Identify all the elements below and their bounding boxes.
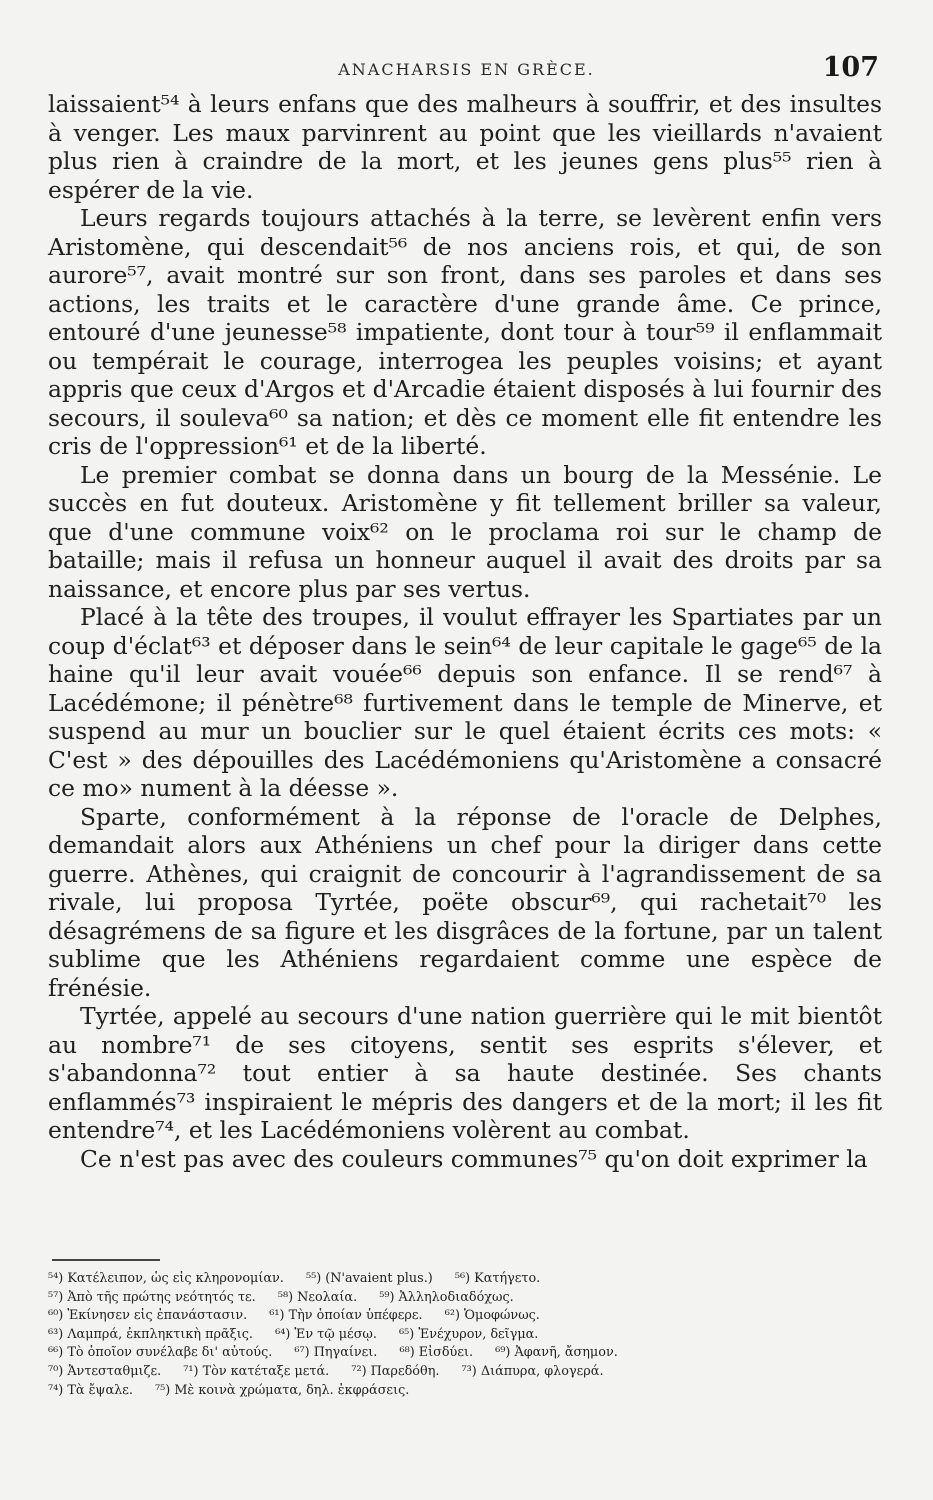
page-header [48,52,885,88]
footnote: ⁵⁵) (N'avaient plus.) [305,1271,433,1286]
paragraph: Sparte, conformément à la réponse de l'oracle de Delphes, demandait alors aux Athéniens un chef pour la diriger dans cette guerre. Athènes, qui craignit de concourir à l'agrandissement de sa rivale, lui proposa Tyrtée, poëte obscur⁶⁹, qui rachetait⁷⁰ les désagrémens de sa figure et les disgrâces de la fortune, par un talent sublime que les Athéniens regardaient comme une espèce de frénésie. [48,802,882,1002]
footnote: ⁶³) Λαμπρά, ἐκπληκτικὴ πρᾶξις. [48,1326,253,1342]
footnote-line [48,1326,882,1345]
footnote-line [48,1307,882,1326]
footnote: ⁶⁸) Εἰσδύει. [399,1345,474,1361]
footnote-divider [52,1259,160,1261]
footnote: ⁶⁹) Ἀφανῆ, ἄσημον. [495,1345,618,1361]
paragraph: Ce n'est pas avec des couleurs communes⁷⁵ qu'on doit exprimer la [80,1144,868,1173]
footnote: ⁷⁰) Ἀντεσταθμιζε. [48,1363,162,1379]
footnote: ⁶⁴) Ἐν τῷ μέσῳ. [275,1326,377,1342]
footnote-line [48,1289,882,1308]
footnote-line [48,1270,882,1289]
footnote: ⁷¹) Τὸν κατέταξε μετά. [183,1363,330,1379]
footnote: ⁵⁸) Νεολαία. [277,1289,358,1305]
footnote: ⁷⁴) Τὰ ἔψαλε. [48,1382,133,1398]
paragraph: laissaient⁵⁴ à leurs enfans que des malheurs à souffrir, et des insultes à venger. Les maux parvinrent au point que les vieillards n'avaient plus rien à craindre de la mort, et les jeunes gens plus⁵⁵ rien à espérer de la vie. [48,90,882,204]
footnote: ⁷²) Παρεδόθη. [351,1363,440,1379]
footnote: ⁶⁰) Ἐκίνησεν εἰς ἐπανάστασιν. [48,1308,248,1324]
body-text [48,90,882,1173]
footnote: ⁵⁶) Κατήγετο. [454,1271,541,1286]
paragraph: Leurs regards toujours attachés à la terre, se levèrent enfin vers Aristomène, qui descendait⁵⁶ de nos anciens rois, et qui, de son aurore⁵⁷, avait montré sur son front, dans ses paroles et dans ses actions, les traits et le caractère d'une grande âme. Ce prince, entouré d'une jeunesse⁵⁸ impatiente, dont tour à tour⁵⁹ il enflammait ou tempérait le courage, interrogea les peuples voisins; et ayant appris que ceux d'Argos et d'Arcadie étaient disposés à lui fournir des secours, il souleva⁶⁰ sa nation; et dès ce moment elle fit entendre les cris de l'oppression⁶¹ et de la liberté. [48,204,882,460]
paragraph: Tyrtée, appelé au secours d'une nation guerrière qui le mit bientôt au nombre⁷¹ de ses citoyens, sentit ses esprits s'élever, et s'abandonna⁷² tout entier à sa haute destinée. Ses chants enflammés⁷³ inspiraient le mépris des dangers et de la mort; il les fit entendre⁷⁴, et les Lacédémoniens volèrent au combat. [48,1002,882,1144]
footnote: ⁵⁴) Κατέλειπον, ὡς εἰς κληρονομίαν. [48,1271,284,1286]
footnote-line [48,1382,882,1401]
paragraph: Placé à la tête des troupes, il voulut effrayer les Spartiates par un coup d'éclat⁶³ et déposer dans le sein⁶⁴ de leur capitale le gage⁶⁵ de la haine qu'il leur avait vouée⁶⁶ depuis son enfance. Il se rend⁶⁷ à Lacédémone; il pénètre⁶⁸ furtivement dans le temple de Minerve, et suspend au mur un bouclier sur le quel étaient écrits ces mots: « C'est » des dépouilles des Lacédémoniens qu'Aristomène a consacré ce mo» nument à la déesse ». [48,603,882,802]
footnote: ⁶²) Ὁμοφώνως. [444,1308,540,1324]
footnote: ⁵⁷) Ἀπὸ τῆς πρώτης νεότητός τε. [48,1289,256,1305]
page-number: 107 [822,52,879,83]
footnote-line [48,1363,882,1382]
footnote: ⁵⁹) Ἀλληλοδιαδόχως. [379,1289,514,1305]
footnotes [48,1270,882,1400]
footnote-line [48,1344,882,1363]
footnote: ⁶⁶) Τὸ ὁποῖον συνέλαβε δι' αὐτούς. [48,1345,273,1361]
footnote: ⁶⁷) Πηγαίνει. [294,1345,378,1361]
running-title: ANACHARSIS EN GRÈCE. [338,60,595,79]
footnote: ⁷³) Διάπυρα, φλογερά. [461,1363,604,1379]
footnote: ⁷⁵) Μὲ κοινὰ χρώματα, δηλ. ἐκφράσεις. [155,1382,410,1398]
paragraph: Le premier combat se donna dans un bourg de la Messénie. Le succès en fut douteux. Aristomène y fit tellement briller sa valeur, que d'une commune voix⁶² on le proclama roi sur le champ de bataille; mais il refusa un honneur auquel il avait des droits par sa naissance, et encore plus par ses vertus. [48,460,882,603]
footnote: ⁶¹) Τὴν ὁποίαν ὑπέφερε. [269,1308,423,1324]
footnote: ⁶⁵) Ἐνέχυρον, δεῖγμα. [399,1326,539,1342]
